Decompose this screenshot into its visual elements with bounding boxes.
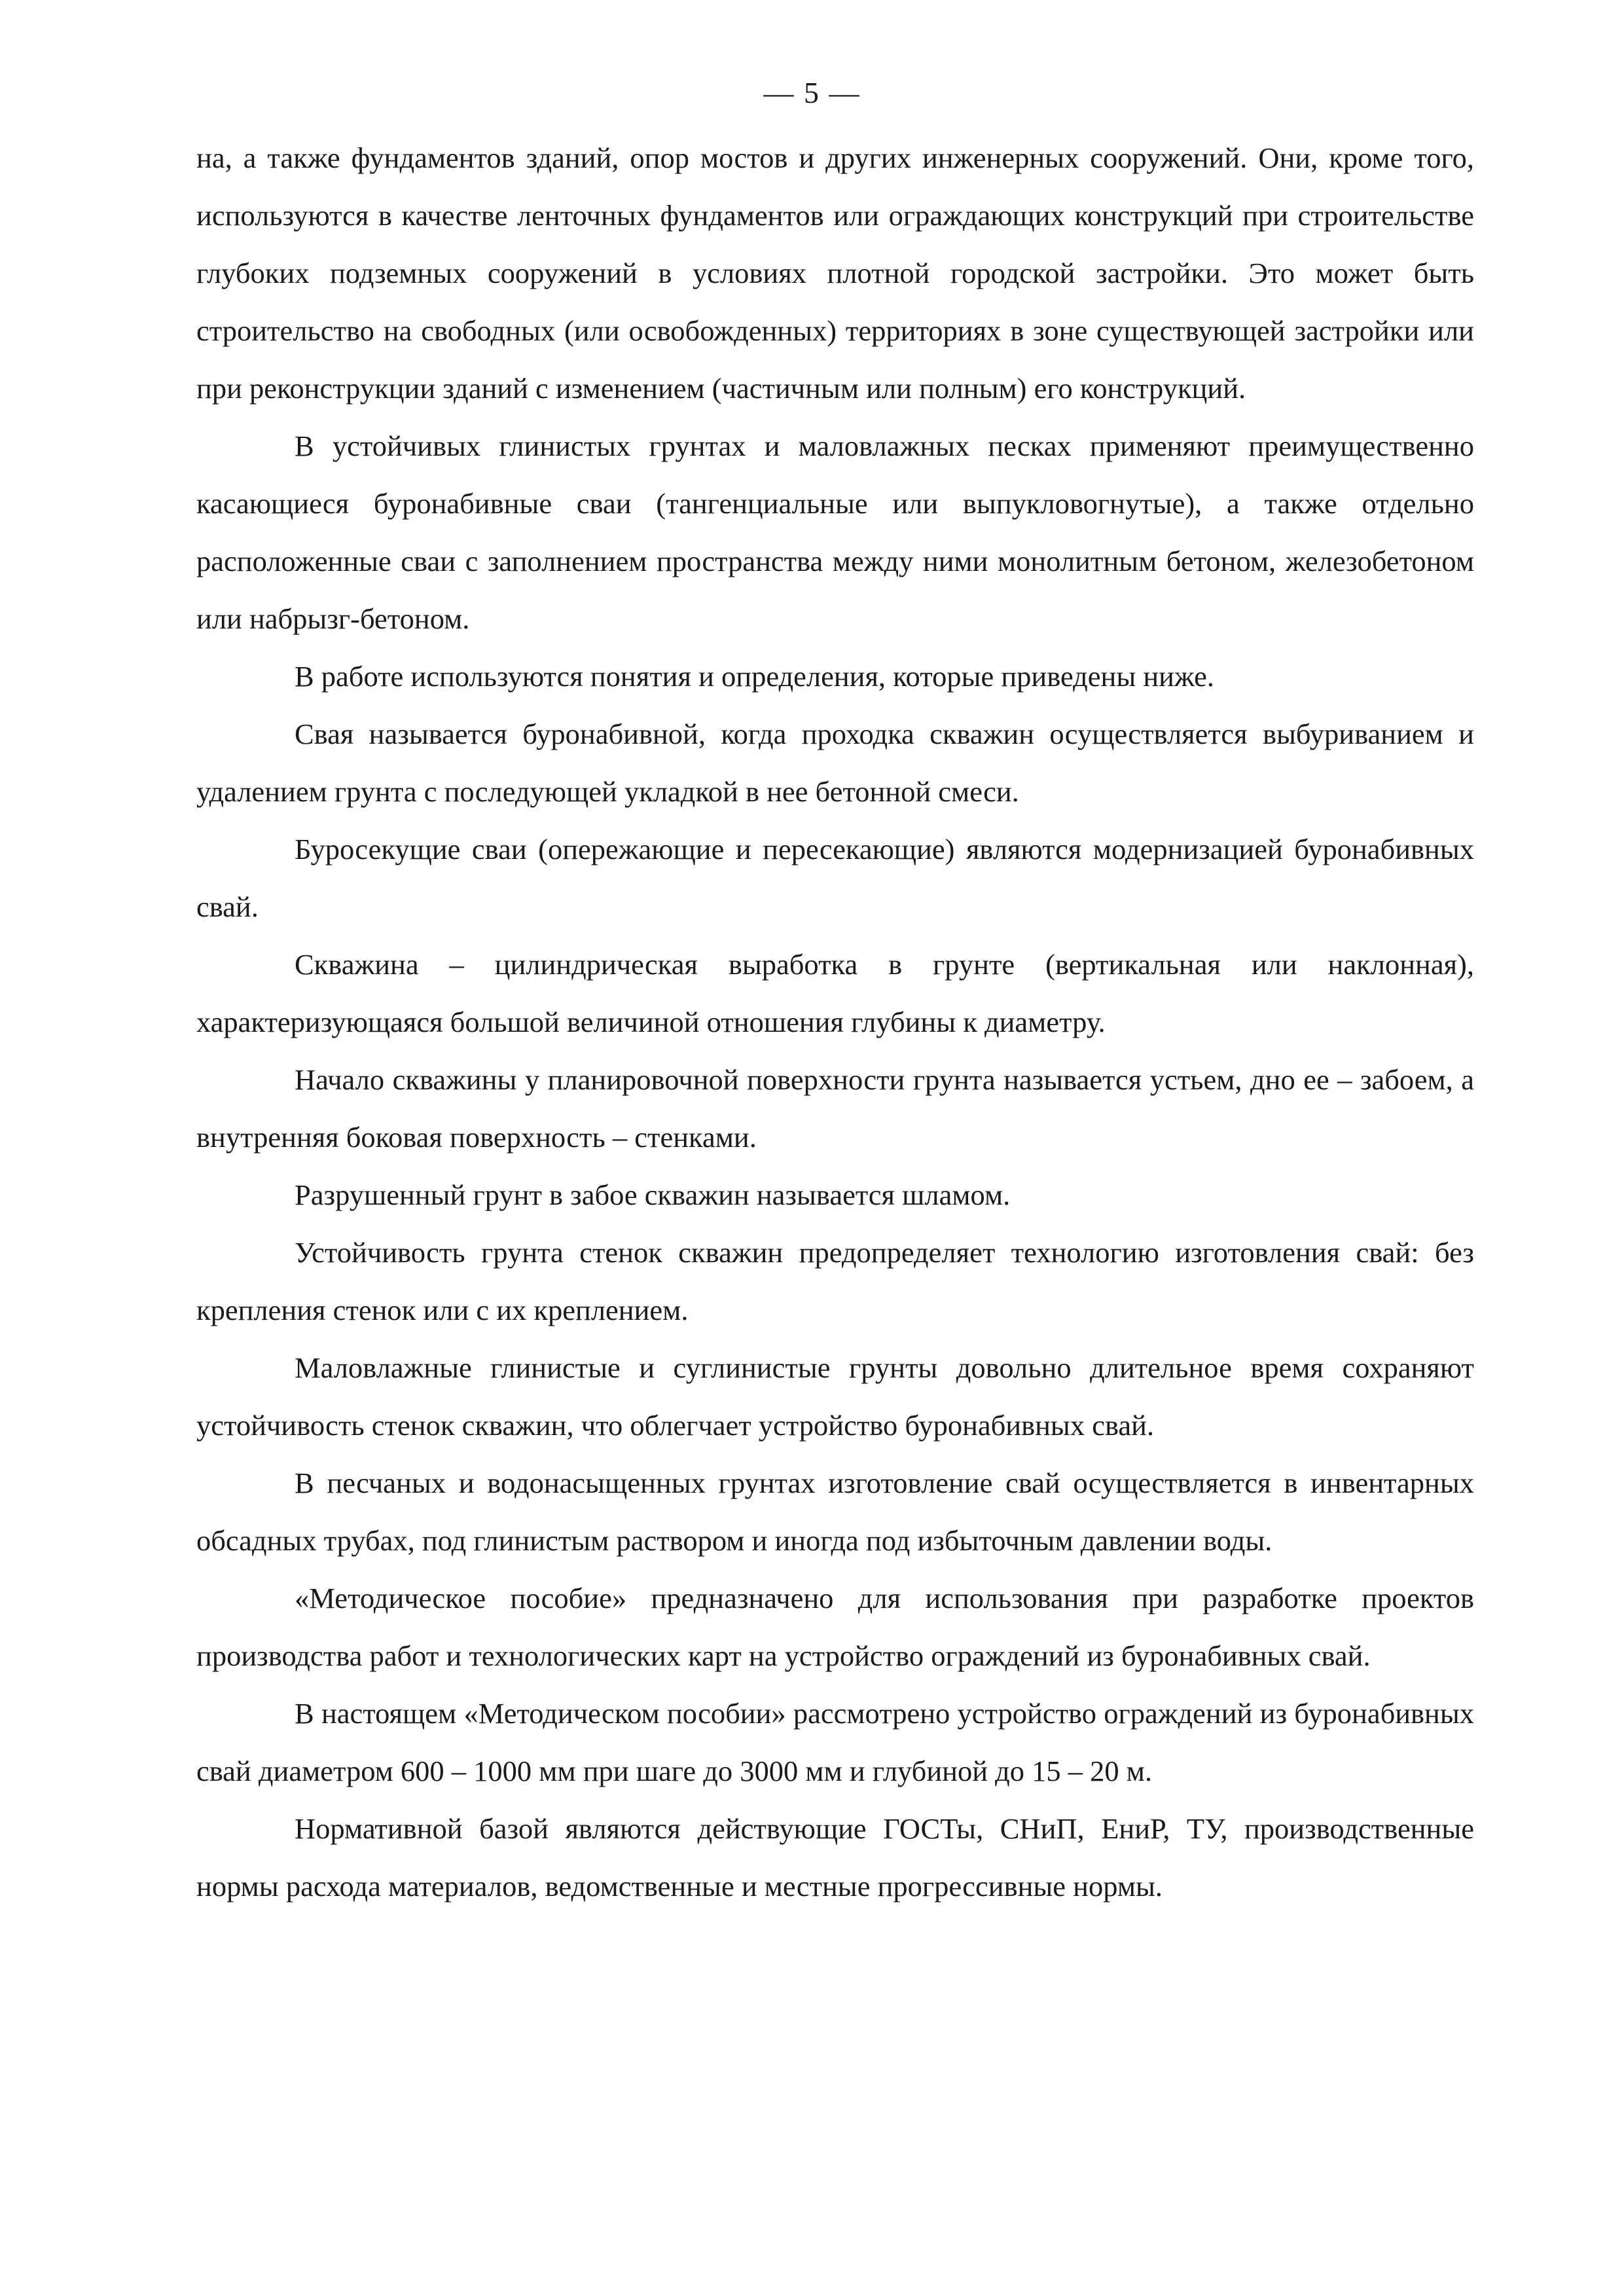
paragraph-8: Разрушенный грунт в забое скважин называется шламом. [295, 1178, 1011, 1211]
paragraph-6: Скважина – цилиндрическая выработка в грунте (вертикальная или наклонная), характеризующаяся большой величиной отношения глубины к диаметру. [196, 948, 1474, 1038]
paragraph-11: В песчаных и водонасыщенных грунтах изготовление свай осуществляется в инвентарных обсадных трубах, под глинистым раствором и иногда под избыточным давлении воды. [196, 1467, 1474, 1557]
page-number: — 5 — [763, 76, 861, 109]
paragraph-7: Начало скважины у планировочной поверхности грунта называется устьем, дно ее – забоем, а внутренняя боковая поверхность – стенками. [196, 1063, 1474, 1154]
paragraph-13: В настоящем «Методическом пособии» рассмотрено устройство ограждений из буронабивных свай диаметром 600 – 1000 мм при шаге до 3000 мм и глубиной до 15 – 20 м. [196, 1697, 1474, 1787]
paragraph-1: на, а также фундаментов зданий, опор мостов и других инженерных сооружений. Они, кроме того, используются в качестве ленточных фундаментов или ограждающих конструкций при строительстве глубоких подземных сооружений в условиях плотной городской застройки. Это может быть строительство на свободных (или освобожденных) территориях в зоне существующей застройки или при реконструкции зданий с изменением (частичным или полным) его конструкций. [196, 141, 1474, 405]
paragraph-10: Маловлажные глинистые и суглинистые грунты довольно длительное время сохраняют устойчивость стенок скважин, что облегчает устройство буронабивных свай. [196, 1351, 1474, 1442]
paragraph-3: В работе используются понятия и определения, которые приведены ниже. [295, 660, 1215, 693]
paragraph-9: Устойчивость грунта стенок скважин предопределяет технологию изготовления свай: без крепления стенок или с их креплением. [196, 1236, 1474, 1326]
paragraph-4: Свая называется буронабивной, когда проходка скважин осуществляется выбуриванием и удалением грунта с последующей укладкой в нее бетонной смеси. [196, 718, 1474, 808]
paragraph-2: В устойчивых глинистых грунтах и маловлажных песках применяют преимущественно касающиеся буронабивные сваи (тангенциальные или выпукловогнутые), а также отдельно расположенные сваи с заполнением пространства между ними монолитным бетоном, железобетоном или набрызг-бетоном. [196, 429, 1474, 635]
paragraph-14: Нормативной базой являются действующие ГОСТы, СНиП, ЕниР, ТУ, производственные нормы расхода материалов, ведомственные и местные прогрессивные нормы. [196, 1812, 1474, 1903]
document-body [196, 129, 1474, 1915]
paragraph-5: Буросекущие сваи (опережающие и пересекающие) являются модернизацией буронабивных свай. [196, 833, 1474, 923]
paragraph-12: «Методическое пособие» предназначено для использования при разработке проектов производства работ и технологических карт на устройство ограждений из буронабивных свай. [196, 1582, 1474, 1672]
